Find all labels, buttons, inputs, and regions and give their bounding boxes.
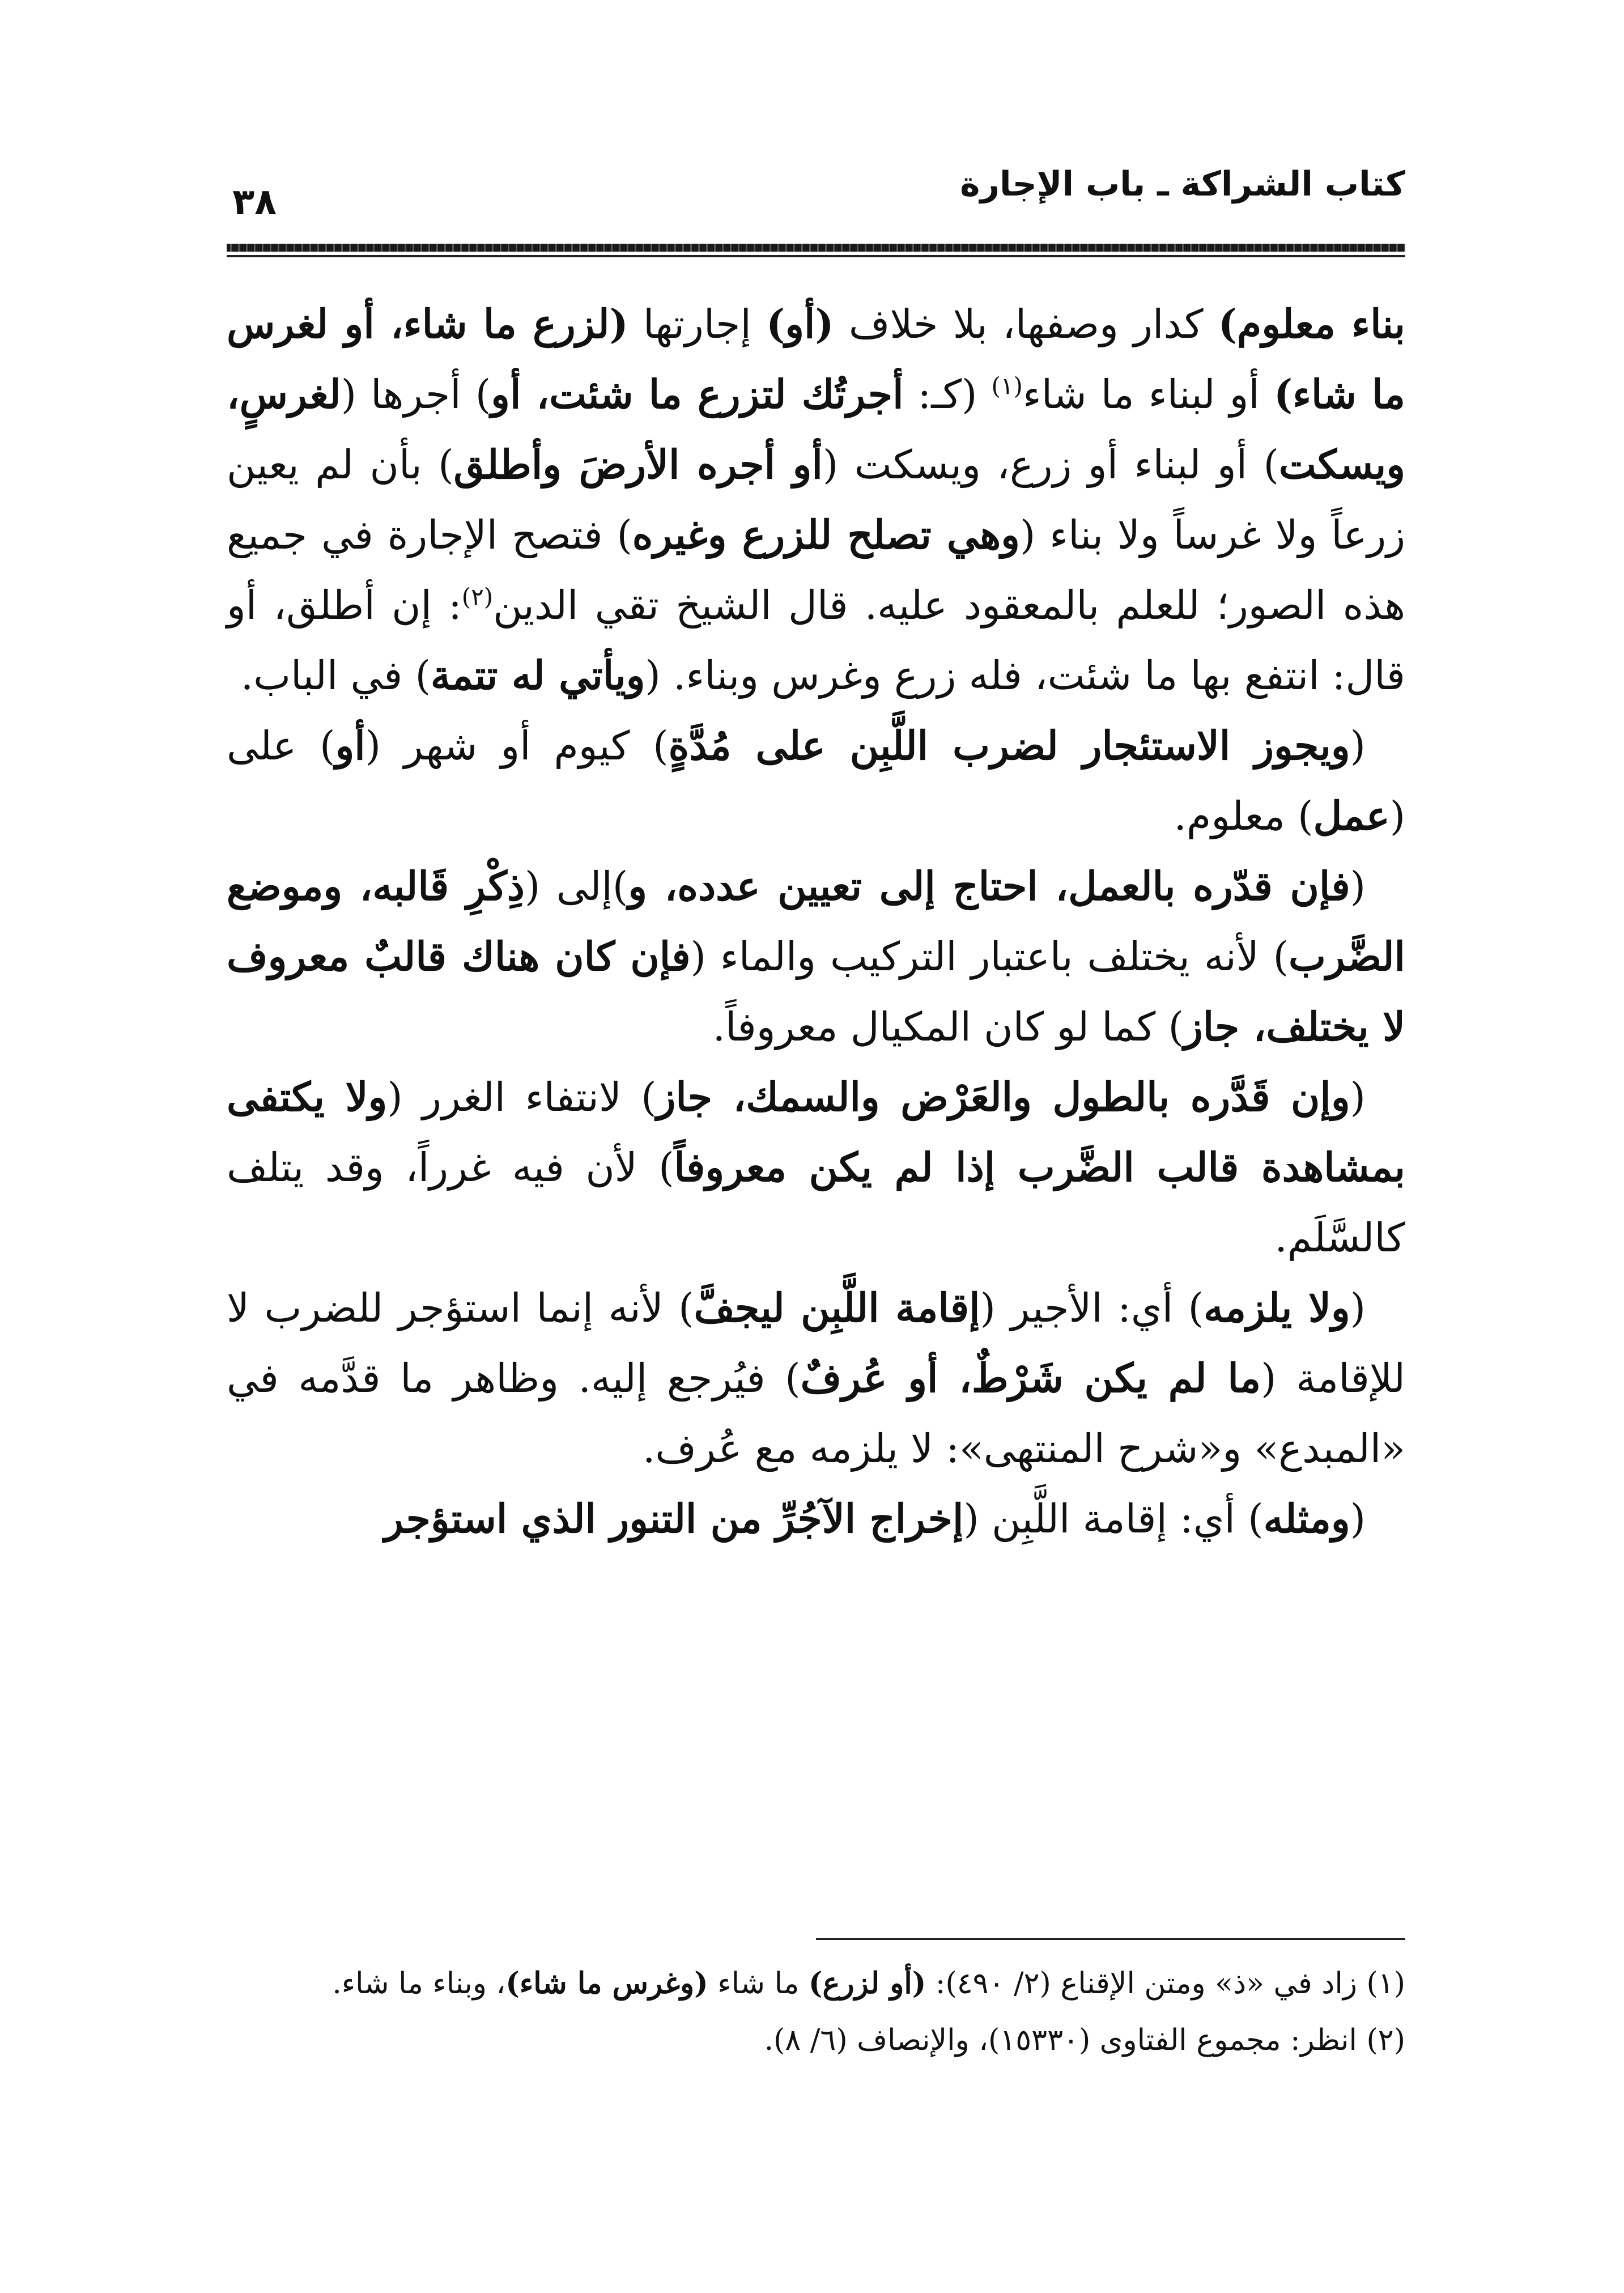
text-segment: ( [1350,1285,1366,1331]
text-segment: ) بأن لم يعين زرعاً ولا غرساً ولا بناء ( [227,441,1405,558]
bold-text-segment: ويجوز الاستئجار لضرب اللَّبِن على مُدَّةٍ [668,722,1350,769]
text-segment: ( [1350,723,1366,769]
footnote [227,1955,1405,2012]
bold-text-segment: ولا يكتفى بمشاهدة قالب الضَّرب إذا لم يكن معروفاً [227,1073,1405,1191]
main-text [227,289,1405,1554]
text-segment: ) لأن فيه غرراً، وقد يتلف كالسَّلَم. [227,1144,1405,1261]
footnote-rule [816,1938,1405,1940]
text-segment: ) في الباب. [240,652,431,699]
text-segment: ( [1350,1496,1366,1542]
page-header [227,164,1405,238]
bold-text-segment: إقامة اللَّبِن ليجفَّ [694,1284,980,1331]
text-segment: ) كما لو كان المكيال معروفاً. [712,1004,1184,1050]
body-paragraph [227,1273,1405,1484]
bold-text-segment: أو [335,722,365,769]
bold-text-segment: إخراج الآجُرِّ من التنور الذي استؤجر [384,1495,964,1542]
text-segment: ) فتصح الإجارة في جميع هذه الصور؛ للعلم بالمعقود عليه. قال الشيخ تقي الدين [227,512,1405,629]
body-paragraph [227,711,1405,851]
text-segment: ) لأنه إنما استؤجر للضرب لا للإقامة ( [227,1285,1405,1402]
bold-text-segment: بناء معلوم) [1218,300,1405,347]
body-paragraph [227,1484,1405,1554]
text-segment: كدار وصفها، بلا خلاف [834,301,1218,347]
bold-text-segment: أجرتُك لتزرع ما شئت، أو [491,371,904,418]
bold-text-segment: فإن كان هناك قالبٌ معروف لا يختلف، جاز [227,933,1405,1050]
text-segment: ) كيوم أو شهر ( [365,723,669,769]
text-segment: ) معلوم. [1174,793,1313,839]
bold-text-segment: ولا يلزمه [1204,1284,1350,1331]
bold-text-segment: (وغرس ما شاء) [505,1966,708,2001]
bold-text-segment: وهي تصلح للزرع وغيره [632,511,1020,558]
bold-text-segment: فإن قدّره بالعمل، احتاج إلى تعيين عدده، و [628,863,1350,910]
text-segment: (٢) انظر: مجموع الفتاوى (١٥٣٣٠)، والإنصاف (٦/ ٨). [764,2023,1405,2057]
text-segment: ) لأنه يختلف باعتبار التركيب والماء ( [690,933,1289,980]
text-segment: )إلى ( [524,863,628,910]
header-rule-thin [227,255,1405,257]
body-paragraph [227,289,1405,711]
text-segment: ، وبناء ما شاء. [332,1967,506,2001]
footnotes [227,1955,1405,2069]
text-segment: ) على ( [227,723,1405,839]
text-segment: ) لانتفاء الغرر ( [387,1074,657,1120]
bold-text-segment: ذِكْرِ قَالبه، وموضع الضَّرب [227,863,1405,980]
bold-text-segment: (أو لزرع) [808,1966,926,2001]
footnote [227,2012,1405,2069]
bold-text-segment: ما لم يكن شَرْطٌ، أو عُرفٌ [800,1354,1261,1402]
text-segment: ما شاء [708,1967,809,2001]
text-segment: ( [1350,1074,1366,1120]
text-segment: (كـ: [903,371,992,418]
footnote-reference: (٢) [461,583,494,611]
text-segment: أو لبناء ما شاء [1022,371,1274,418]
page-number: ٣٨ [232,181,277,223]
text-segment: ) أجرها ( [341,371,491,418]
text-segment: ) أي: الأجير ( [980,1285,1204,1331]
bold-text-segment: ويأتي له تتمة [430,652,645,699]
body-paragraph [227,851,1405,1062]
bold-text-segment: أو أجره الأرضَ وأطلق [453,441,823,488]
bold-text-segment: وإن قَدَّره بالطول والعَرْض والسمك، جاز [656,1073,1350,1120]
text-segment: إجارتها [628,301,767,347]
text-segment: (١) زاد في «ذ» ومتن الإقناع (٢/ ٤٩٠): [926,1967,1405,2001]
text-segment: ) أو لبناء أو زرع، ويسكت ( [822,441,1279,488]
body-paragraph [227,1062,1405,1273]
text-segment: ) أي: إقامة اللَّبِن ( [963,1496,1264,1542]
running-title: كتاب الشراكة ـ باب الإجارة [960,164,1405,204]
text-segment: ( [1350,863,1366,910]
bold-text-segment: (لزرع ما شاء، أو لغرس ما شاء) [227,300,1405,418]
bold-text-segment: ومثله [1263,1495,1350,1542]
footnote-reference: (١) [991,372,1023,400]
bold-text-segment: عمل [1313,792,1390,839]
bold-text-segment: لغرسٍ، ويسكت [227,371,1405,488]
header-rule [227,244,1405,252]
bold-text-segment: (أو) [766,300,834,347]
text-segment: ) فيُرجع إليه. وظاهر ما قدَّمه في «المبدع» و«شرح المنتهى»: لا يلزمه مع عُرف. [227,1355,1405,1472]
text-segment: : إن أطلق، أو قال: انتفع بها ما شئت، فله زرع وغرس وبناء. ( [227,582,1405,699]
